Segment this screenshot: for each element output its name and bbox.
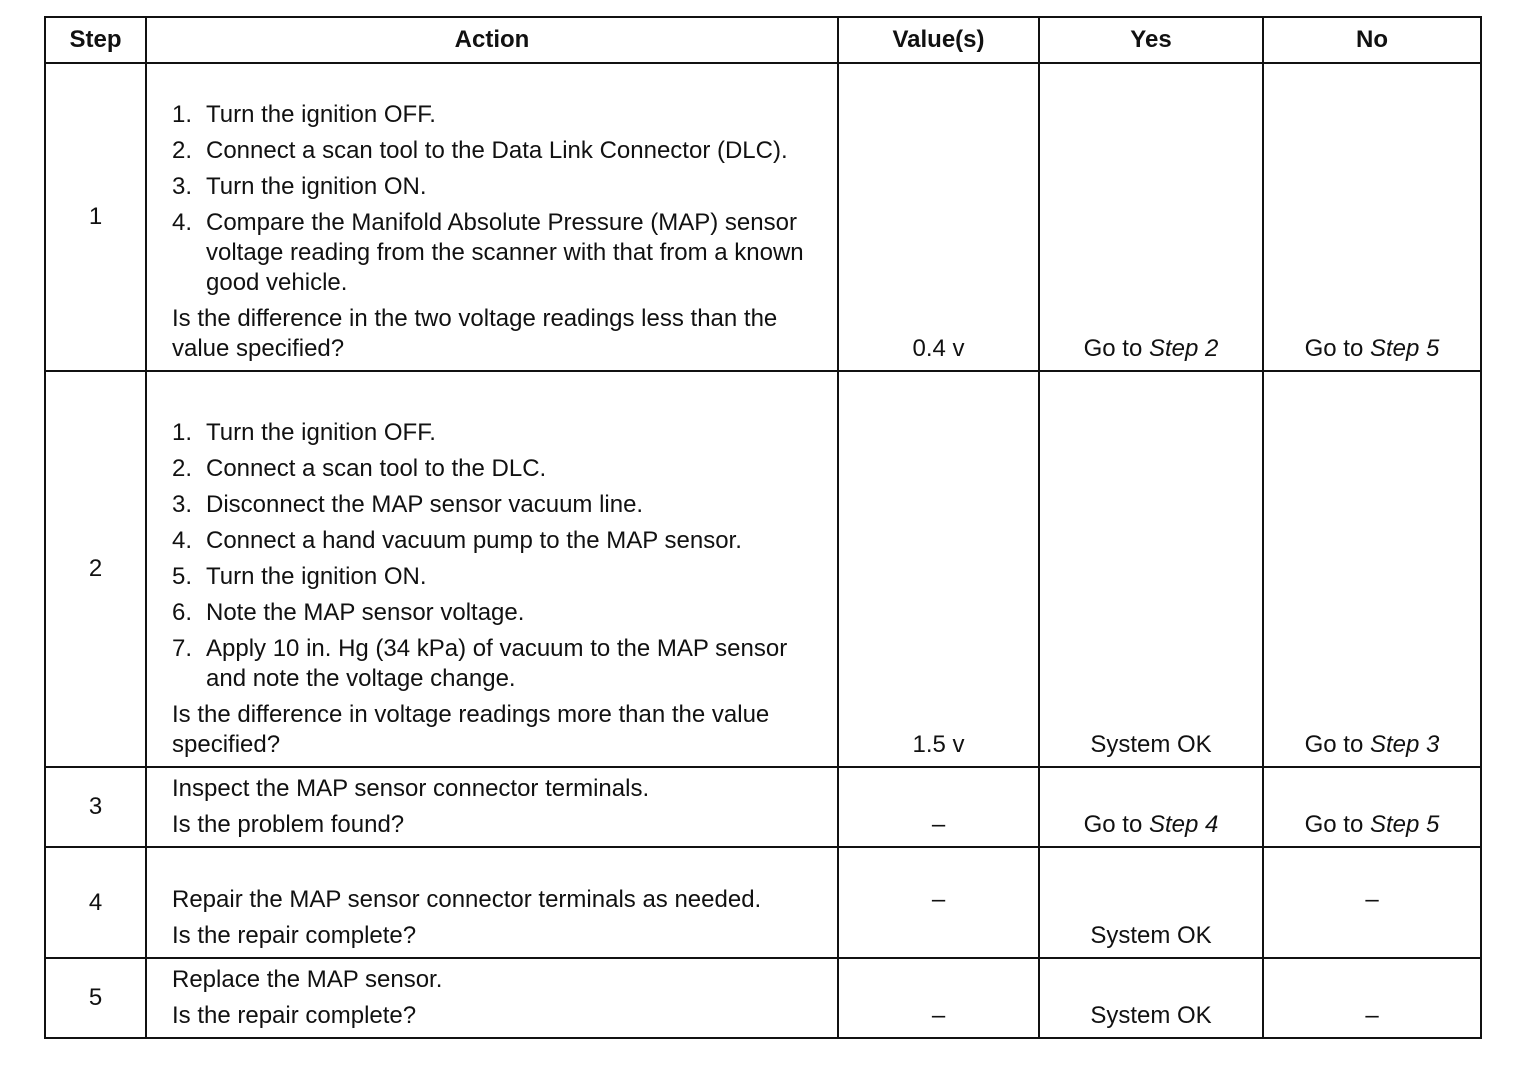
no-cell	[1263, 371, 1481, 767]
action-item	[172, 598, 825, 628]
value-cell: 1.5 v	[838, 371, 1039, 767]
no-cell	[1263, 63, 1481, 371]
action-num: 2.	[172, 455, 193, 482]
no-prefix: Go to	[1304, 731, 1370, 758]
action-item	[172, 418, 825, 448]
value-cell: –	[838, 767, 1039, 847]
header-action: Action	[146, 17, 838, 63]
action-text: Note the MAP sensor voltage.	[206, 599, 525, 626]
action-num: 5.	[172, 563, 193, 590]
action-text: Turn the ignition ON.	[206, 173, 427, 200]
header-step: Step	[45, 17, 146, 63]
action-item	[172, 490, 825, 520]
no-step-link: Step 5	[1369, 811, 1440, 838]
no-prefix: Go to	[1304, 811, 1370, 838]
action-text: Turn the ignition ON.	[206, 563, 427, 590]
yes-cell: System OK	[1039, 958, 1263, 1038]
diagnostic-table	[44, 16, 1482, 1039]
question-text: Is the repair complete?	[172, 1002, 417, 1029]
value-cell: –	[838, 958, 1039, 1038]
action-list	[172, 100, 825, 298]
action-text: Disconnect the MAP sensor vacuum line.	[206, 491, 644, 518]
header-no: No	[1263, 17, 1481, 63]
action-cell	[146, 767, 838, 847]
value-cell: 0.4 v	[838, 63, 1039, 371]
action-text: Repair the MAP sensor connector terminals as needed.	[172, 886, 762, 913]
action-num: 1.	[172, 101, 193, 128]
yes-cell	[1039, 767, 1263, 847]
action-num: 6.	[172, 599, 193, 626]
yes-prefix: Go to	[1083, 335, 1149, 362]
action-text: Inspect the MAP sensor connector terminals.	[172, 775, 650, 802]
action-text: Replace the MAP sensor.	[172, 966, 443, 993]
action-text: Connect a hand vacuum pump to the MAP sensor.	[206, 527, 742, 554]
value-cell: –	[838, 847, 1039, 958]
table-row	[45, 63, 1481, 371]
action-list	[172, 418, 825, 694]
action-cell	[146, 371, 838, 767]
action-text: Compare the Manifold Absolute Pressure (MAP) sensor voltage reading from the scanner with that from a known good vehicle.	[206, 209, 804, 296]
action-text: Connect a scan tool to the DLC.	[206, 455, 547, 482]
action-text: Turn the ignition OFF.	[206, 419, 436, 446]
yes-cell	[1039, 63, 1263, 371]
table-row	[45, 847, 1481, 958]
step-number: 3	[45, 767, 146, 847]
question-text: Is the difference in voltage readings more than the value specified?	[172, 701, 770, 758]
no-cell	[1263, 767, 1481, 847]
action-item	[172, 100, 825, 130]
action-cell	[146, 847, 838, 958]
action-cell	[146, 958, 838, 1038]
header-yes: Yes	[1039, 17, 1263, 63]
no-step-link: Step 5	[1369, 335, 1440, 362]
action-num: 3.	[172, 173, 193, 200]
action-num: 3.	[172, 491, 193, 518]
action-num: 1.	[172, 419, 193, 446]
action-text: Connect a scan tool to the Data Link Connector (DLC).	[206, 137, 788, 164]
no-cell: –	[1263, 847, 1481, 958]
question-text: Is the difference in the two voltage readings less than the value specified?	[172, 305, 778, 362]
yes-prefix: Go to	[1083, 811, 1149, 838]
action-text: Turn the ignition OFF.	[206, 101, 436, 128]
step-number: 2	[45, 371, 146, 767]
question-text: Is the repair complete?	[172, 922, 417, 949]
action-num: 2.	[172, 137, 193, 164]
no-step-link: Step 3	[1369, 731, 1440, 758]
question-text: Is the problem found?	[172, 811, 405, 838]
step-number: 4	[45, 847, 146, 958]
step-number: 1	[45, 63, 146, 371]
table-row	[45, 767, 1481, 847]
action-item	[172, 562, 825, 592]
header-row	[45, 17, 1481, 63]
header-values: Value(s)	[838, 17, 1039, 63]
no-prefix: Go to	[1304, 335, 1370, 362]
action-text: Apply 10 in. Hg (34 kPa) of vacuum to the MAP sensor and note the voltage change.	[206, 635, 788, 692]
action-item	[172, 634, 825, 694]
action-item	[172, 172, 825, 202]
action-item	[172, 526, 825, 556]
table-row	[45, 371, 1481, 767]
action-cell	[146, 63, 838, 371]
yes-step-link: Step 4	[1148, 811, 1219, 838]
action-num: 4.	[172, 209, 193, 236]
action-item	[172, 454, 825, 484]
yes-cell: System OK	[1039, 847, 1263, 958]
yes-step-link: Step 2	[1148, 335, 1219, 362]
no-cell: –	[1263, 958, 1481, 1038]
table-row	[45, 958, 1481, 1038]
action-num: 4.	[172, 527, 193, 554]
yes-cell: System OK	[1039, 371, 1263, 767]
action-num: 7.	[172, 635, 193, 662]
action-item	[172, 208, 825, 298]
action-item	[172, 136, 825, 166]
step-number: 5	[45, 958, 146, 1038]
